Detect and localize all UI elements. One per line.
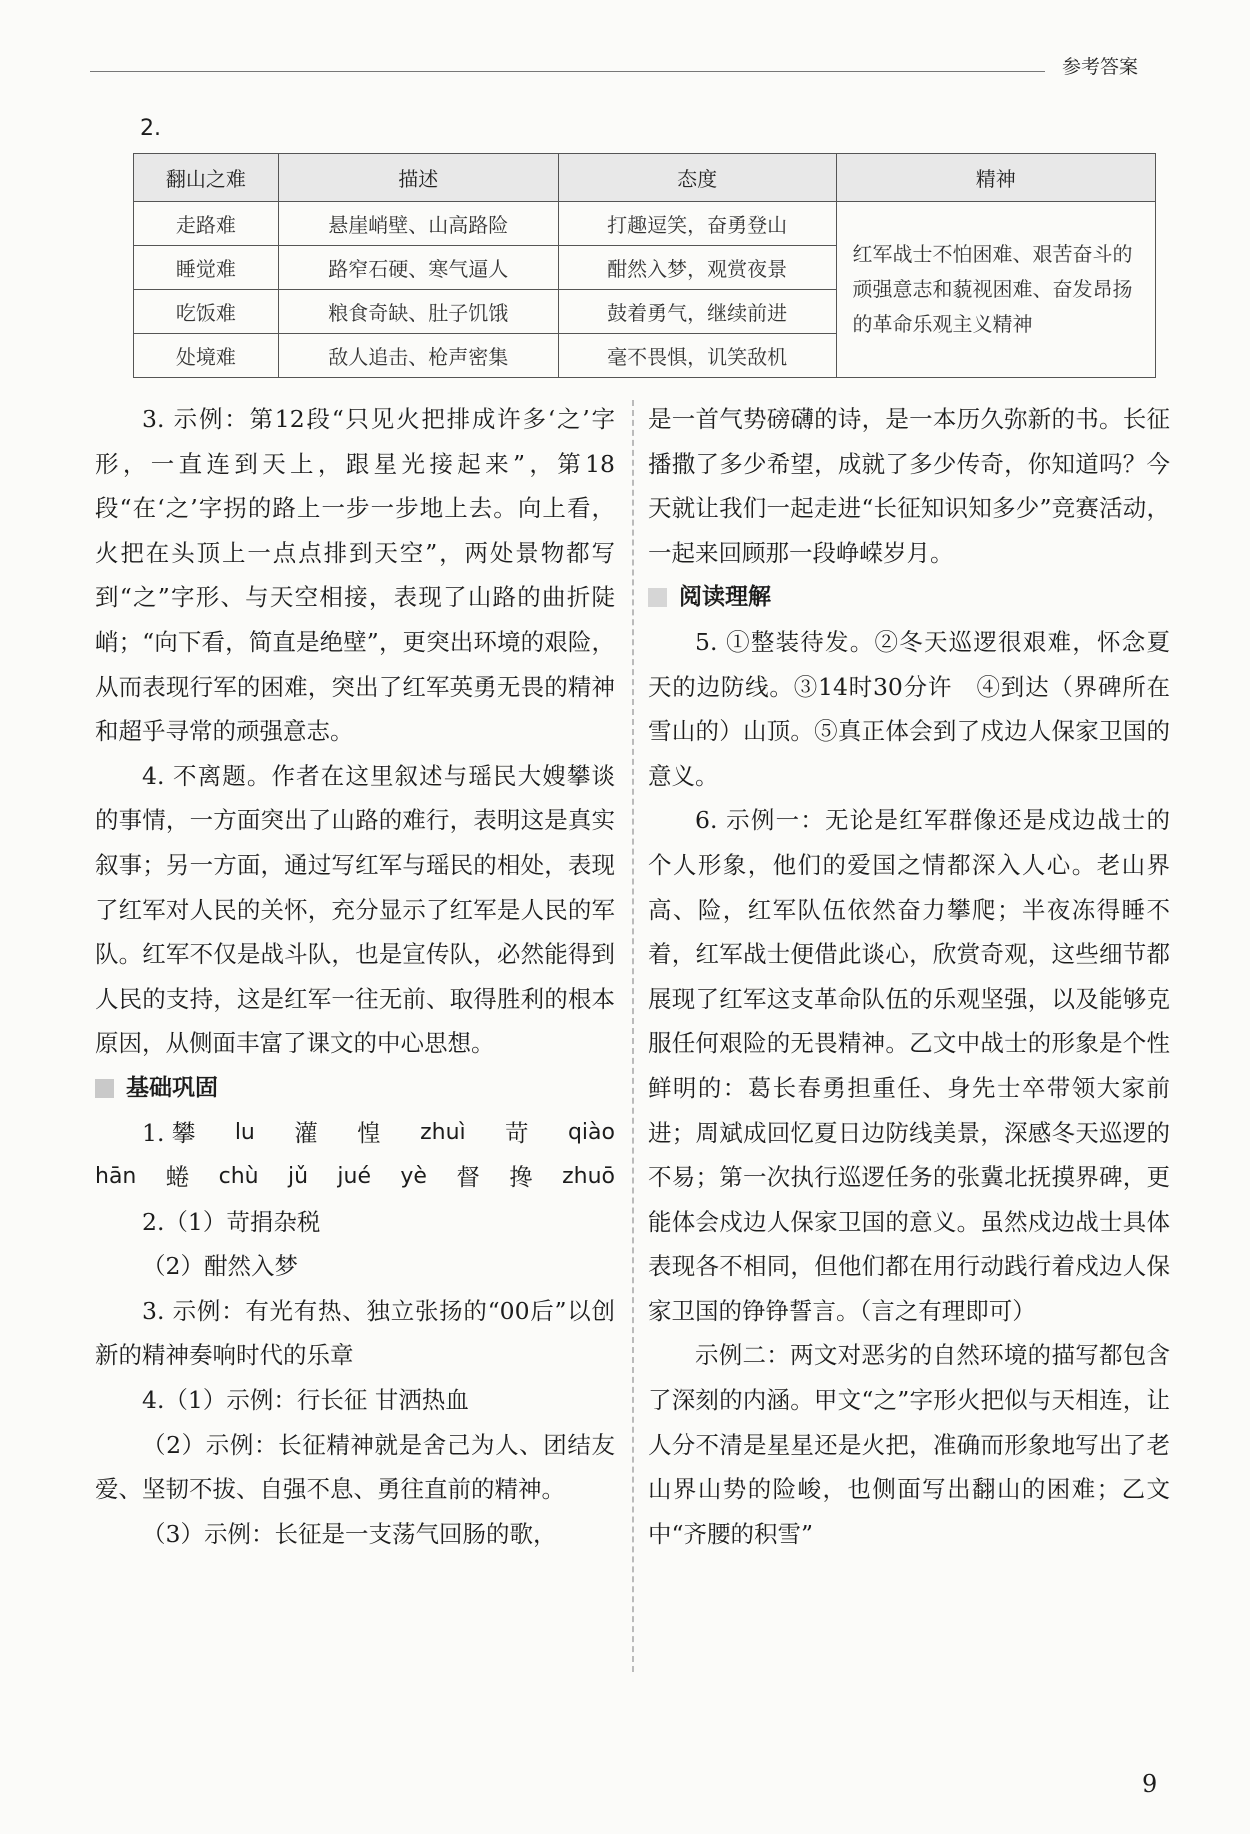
spirit-cell: 红军战士不怕困难、艰苦奋斗的顽强意志和藐视困难、奋发昂扬的革命乐观主义精神 <box>836 202 1155 378</box>
reading-6-example-2: 示例二：两文对恶劣的自然环境的描写都包含了深刻的内涵。甲文“之”字形火把似与天相连，让人分不清是星星还是火把，准确而形象地写出了老山界山势的险峻，也侧面写出翻山的困难；乙文中“齐腰的积雪” <box>648 1341 1170 1548</box>
reading-5: 5. ①整装待发。②冬天巡逻很艰难，怀念夏天的边防线。③14时30分许 ④到达（界碑所在雪山的）山顶。⑤真正体会到了戍边人保家卫国的意义。 <box>648 627 1170 790</box>
basic-4-2: （2）示例：长征精神就是舍己为人、团结友爱、坚韧不拔、自强不息、勇往直前的精神。 <box>95 1430 615 1504</box>
pinyin-item: 苛 <box>505 1118 529 1147</box>
table-row <box>134 202 1156 246</box>
description-cell: 敌人追击、枪声密集 <box>278 334 558 378</box>
section-heading-basic <box>95 1066 615 1111</box>
pinyin-item: 1. 攀 <box>142 1118 196 1147</box>
attitude-cell: 打趣逗笑，奋勇登山 <box>558 202 836 246</box>
basic-4-3-continued: 是一首气势磅礴的诗，是一本历久弥新的书。长征播撒了多少希望，成就了多少传奇，你知道吗？今天就让我们一起走进“长征知识知多少”竞赛活动，一起来回顾那一段峥嵘岁月。 <box>648 405 1170 567</box>
difficulty-cell: 睡觉难 <box>134 246 279 290</box>
section-heading-reading <box>648 575 1170 620</box>
pinyin-item: 灌 <box>294 1118 318 1147</box>
pinyin-item: chù <box>218 1164 259 1190</box>
section-marker-icon <box>95 1079 114 1098</box>
description-cell: 悬崖峭壁、山高路险 <box>278 202 558 246</box>
pinyin-item: 搀 <box>509 1163 533 1192</box>
basic-1-line-2 <box>95 1155 615 1200</box>
pinyin-item: hān <box>95 1164 137 1190</box>
page-number: 9 <box>1142 1770 1158 1798</box>
table-header-cell: 态度 <box>558 154 836 202</box>
attitude-cell: 酣然入梦，观赏夜景 <box>558 246 836 290</box>
pinyin-item: zhuō <box>562 1164 615 1190</box>
pinyin-item: jué <box>337 1164 372 1190</box>
difficulty-cell: 处境难 <box>134 334 279 378</box>
pinyin-item: zhuì <box>420 1119 466 1145</box>
pinyin-item: qiào <box>567 1119 615 1145</box>
pinyin-item: yè <box>400 1164 427 1190</box>
basic-4-1: 4.（1）示例：行长征 甘洒热血 <box>142 1386 469 1415</box>
basic-1-line-1 <box>95 1111 615 1156</box>
difficulty-cell: 吃饭难 <box>134 290 279 334</box>
pinyin-item: lu <box>234 1119 255 1145</box>
difficulty-cell: 走路难 <box>134 202 279 246</box>
basic-2-2: （2）酣然入梦 <box>142 1252 298 1281</box>
answer-3: 3. 示例：第12段“只见火把排成许多‘之’字形，一直连到天上，跟星光接起来”，第18段“在‘之’字拐的路上一步一步地上去。向上看，火把在头顶上一点点排到天空”，两处景物都写到“之”字形、与天空相接，表现了山路的曲折陡峭；“向下看，简直是绝壁”，更突出环境的艰险，从而表现行军的困难，突出了红军英勇无畏的精神和超乎寻常的顽强意志。 <box>95 405 615 746</box>
column-divider <box>632 400 634 1672</box>
table-header-cell: 描述 <box>278 154 558 202</box>
question-2-number: 2. <box>140 116 161 141</box>
attitude-cell: 毫不畏惧，讥笑敌机 <box>558 334 836 378</box>
pinyin-item: 蜷 <box>165 1163 190 1192</box>
table-header-cell: 翻山之难 <box>134 154 279 202</box>
answer-4: 4. 不离题。作者在这里叙述与瑶民大嫂攀谈的事情，一方面突出了山路的难行，表明这是真实叙事；另一方面，通过写红军与瑶民的相处，表现了红军对人民的关怀，充分显示了红军是人民的军队。红军不仅是战斗队，也是宣传队，必然能得到人民的支持，这是红军一往无前、取得胜利的根本原因，从侧面丰富了课文的中心思想。 <box>95 761 615 1058</box>
pinyin-item: jǔ <box>287 1164 309 1190</box>
basic-2-1: 2.（1）苛捐杂税 <box>142 1207 321 1236</box>
left-column <box>95 397 615 1556</box>
answer-table <box>133 153 1156 378</box>
description-cell: 粮食奇缺、肚子饥饿 <box>278 290 558 334</box>
pinyin-item: 惶 <box>357 1118 381 1147</box>
basic-4-3: （3）示例：长征是一支荡气回肠的歌， <box>142 1519 557 1548</box>
header-rule <box>90 71 1045 72</box>
section-title: 阅读理解 <box>679 584 771 611</box>
table-header-cell: 精神 <box>836 154 1155 202</box>
table-header-row <box>134 154 1156 202</box>
basic-3: 3. 示例：有光有热、独立张扬的“00后”以创新的精神奏响时代的乐章 <box>95 1296 615 1370</box>
section-marker-icon <box>648 588 667 607</box>
description-cell: 路窄石硬、寒气逼人 <box>278 246 558 290</box>
attitude-cell: 鼓着勇气，继续前进 <box>558 290 836 334</box>
right-column <box>648 397 1170 1556</box>
section-title: 基础巩固 <box>126 1074 218 1101</box>
header-label: 参考答案 <box>1062 56 1139 78</box>
reading-6-example-1: 6. 示例一：无论是红军群像还是戍边战士的个人形象，他们的爱国之情都深入人心。老山界高、险，红军队伍依然奋力攀爬；半夜冻得睡不着，红军战士便借此谈心，欣赏奇观，这些细节都展现了红军这支革命队伍的乐观坚强，以及能够克服任何艰险的无畏精神。乙文中战士的形象是个性鲜明的：葛长春勇担重任、身先士卒带领大家前进；周斌成回忆夏日边防线美景，深感冬天巡逻的不易；第一次执行巡逻任务的张冀北抚摸界碑，更能体会戍边人保家卫国的意义。虽然戍边战士具体表现各不相同，但他们都在用行动践行着戍边人保家卫国的铮铮誓言。（言之有理即可） <box>648 806 1170 1325</box>
pinyin-item: 督 <box>456 1163 480 1192</box>
